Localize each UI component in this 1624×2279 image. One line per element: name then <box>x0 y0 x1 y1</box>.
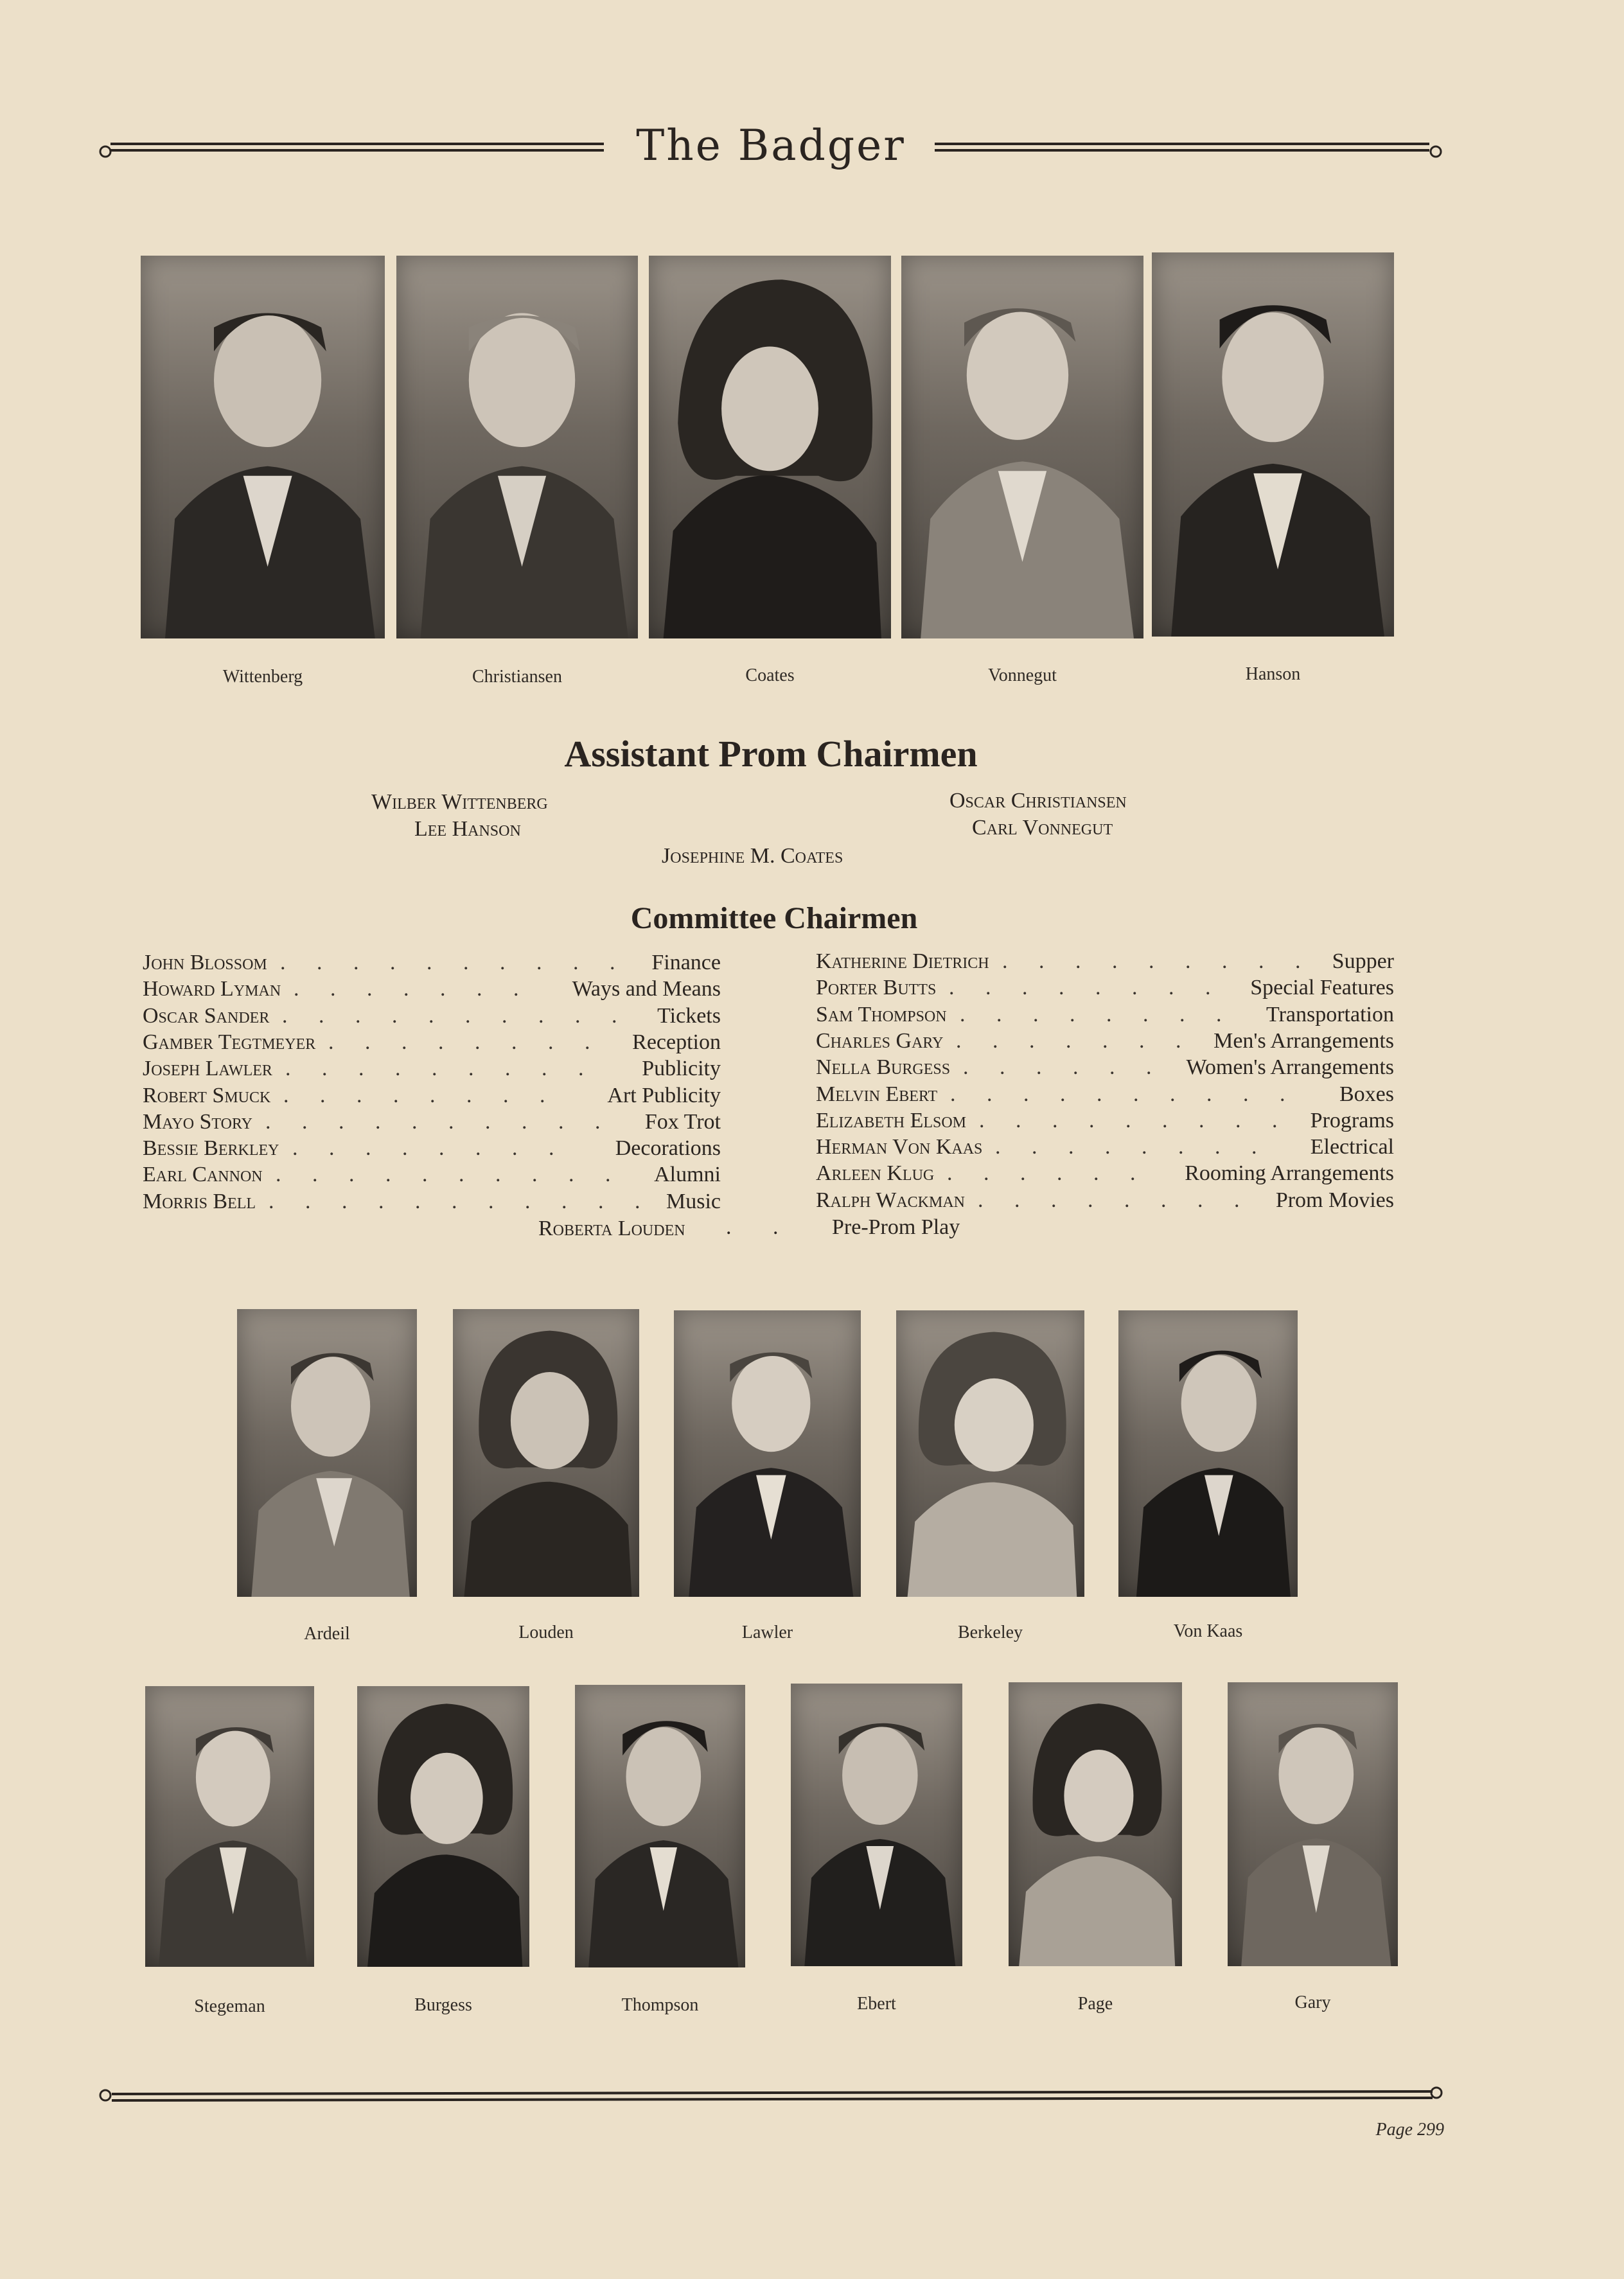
committee-role: Electrical <box>1310 1135 1394 1159</box>
portrait-photo <box>896 1310 1084 1597</box>
committee-role: Women's Arrangements <box>1186 1055 1394 1080</box>
portrait-photo <box>575 1685 745 1967</box>
committee-row <box>816 949 1394 976</box>
committee-role: Fox Trot <box>644 1109 721 1134</box>
committee-row <box>816 1188 1394 1215</box>
committee-row <box>143 1057 721 1084</box>
photo-caption: Berkeley <box>957 1623 1023 1642</box>
portrait-photo <box>1152 252 1394 637</box>
portrait-photo <box>237 1309 417 1597</box>
committee-role: Programs <box>1310 1108 1394 1132</box>
committee-name: Sam Thompson <box>816 1002 947 1026</box>
committee-role: Supper <box>1332 949 1394 973</box>
committee-name: Ralph Wackman <box>816 1188 966 1212</box>
committee-role: Alumni <box>654 1163 721 1187</box>
committee-dots: . . . . . . . <box>294 977 532 1001</box>
committee-dots: . . <box>726 1215 797 1239</box>
committee-row <box>143 1110 721 1137</box>
committee-name: Mayo Story <box>143 1109 253 1134</box>
portrait-photo <box>357 1686 529 1967</box>
assistant-name: Wilber Wittenberg <box>371 790 548 814</box>
committee-name: Herman Von Kaas <box>816 1135 983 1159</box>
committee-dots: . . . . . . . . <box>978 1188 1253 1212</box>
assistant-name: Carl Vonnegut <box>972 816 1113 840</box>
committee-role: Prom Movies <box>1275 1188 1394 1212</box>
photo-caption: Von Kaas <box>1173 1621 1243 1641</box>
committee-name: Morris Bell <box>143 1189 256 1213</box>
committee-name: Katherine Dietrich <box>816 949 989 973</box>
committee-name: Melvin Ebert <box>816 1082 938 1106</box>
page-header-title: The Badger <box>636 121 906 170</box>
committee-dots: . . . . . . . . <box>328 1030 603 1054</box>
committee-role: Tickets <box>657 1003 721 1028</box>
photo-caption: Stegeman <box>194 1996 265 2016</box>
committee-row <box>816 1135 1394 1162</box>
committee-row <box>816 1109 1394 1136</box>
committee-name: Earl Cannon <box>143 1163 263 1187</box>
footer-rule <box>96 2081 1445 2107</box>
committee-dots: . . . . . . . . . . <box>280 951 628 974</box>
committee-dots: . . . . . . . . . . <box>950 1082 1298 1106</box>
committee-row <box>143 951 721 978</box>
committee-role: Ways and Means <box>572 977 721 1001</box>
committee-role: Rooming Arrangements <box>1185 1161 1394 1186</box>
committee-row <box>143 1136 721 1163</box>
committee-row <box>816 1029 1394 1056</box>
committee-dots: . . . . . . . . . <box>979 1108 1291 1132</box>
photo-caption: Gary <box>1294 1993 1331 2012</box>
portrait-photo <box>396 256 638 638</box>
committee-dots: . . . . . . . . . . <box>265 1109 613 1134</box>
committee-dots: . . . . . . <box>947 1161 1149 1186</box>
section-heading-committee: Committee Chairmen <box>630 901 918 935</box>
photo-caption: Burgess <box>414 1995 472 2015</box>
committee-name: Gamber Tegtmeyer <box>143 1030 316 1054</box>
portrait-photo <box>901 256 1143 638</box>
portrait-photo <box>145 1686 314 1967</box>
committee-row <box>816 1055 1394 1082</box>
committee-row <box>143 1190 721 1217</box>
committee-role: Finance <box>651 951 721 974</box>
committee-dots: . . . . . . . . <box>283 1083 558 1107</box>
photo-caption: Page <box>1077 1994 1113 2014</box>
portrait-photo <box>141 256 385 638</box>
committee-row <box>816 1003 1394 1030</box>
committee-role: Art Publicity <box>607 1083 721 1107</box>
committee-row <box>143 1004 721 1031</box>
committee-role: Men's Arrangements <box>1214 1028 1394 1053</box>
committee-name: Joseph Lawler <box>143 1057 272 1081</box>
committee-name: Arleen Klug <box>816 1161 935 1186</box>
committee-dots: . . . . . . . . . . . <box>269 1189 653 1213</box>
committee-row <box>816 1082 1394 1109</box>
committee-name: Howard Lyman <box>143 977 281 1001</box>
assistant-name: Josephine M. Coates <box>662 844 843 868</box>
photo-caption: Wittenberg <box>222 667 303 687</box>
committee-row <box>143 977 721 1004</box>
portrait-photo <box>674 1310 861 1597</box>
committee-name: Elizabeth Elsom <box>816 1108 967 1132</box>
committee-role: Transportation <box>1266 1002 1394 1026</box>
header-rule-right <box>935 136 1449 162</box>
committee-name: Robert Smuck <box>143 1083 271 1107</box>
committee-dots: . . . . . . . <box>956 1028 1194 1053</box>
committee-dots: . . . . . . . . <box>960 1002 1235 1026</box>
photo-caption: Ebert <box>857 1994 896 2014</box>
committee-role: Decorations <box>615 1136 721 1161</box>
committee-dots: . . . . . . . . . . <box>276 1163 624 1187</box>
committee-name: Charles Gary <box>816 1028 944 1053</box>
photo-caption: Christiansen <box>472 667 562 687</box>
committee-dots: . . . . . . . . . <box>285 1057 597 1081</box>
committee-row <box>143 1030 721 1057</box>
assistant-name: Oscar Christiansen <box>949 789 1127 813</box>
committee-dots: . . . . . . . . <box>949 976 1224 1000</box>
photo-caption: Vonnegut <box>988 665 1057 685</box>
photo-caption: Thompson <box>621 1995 699 2015</box>
committee-name: Porter Butts <box>816 976 937 1000</box>
portrait-photo <box>453 1309 639 1597</box>
portrait-photo <box>649 256 891 638</box>
committee-role: Reception <box>632 1030 721 1054</box>
committee-role: Music <box>666 1189 721 1213</box>
committee-row <box>816 976 1394 1003</box>
portrait-photo <box>1009 1682 1182 1966</box>
photo-caption: Lawler <box>741 1623 793 1642</box>
photo-caption: Louden <box>518 1623 574 1642</box>
committee-row <box>816 1161 1394 1188</box>
committee-name: Nella Burgess <box>816 1055 951 1080</box>
committee-role: Publicity <box>642 1057 721 1081</box>
committee-name: John Blossom <box>143 951 267 974</box>
committee-role: Special Features <box>1250 976 1394 1000</box>
committee-name: Bessie Berkley <box>143 1136 279 1161</box>
photo-caption: Coates <box>745 665 795 685</box>
committee-name: Oscar Sander <box>143 1003 270 1028</box>
photo-caption: Ardeil <box>304 1624 350 1644</box>
committee-name: Roberta Louden <box>538 1217 685 1240</box>
committee-role: Pre-Prom Play <box>832 1215 960 1239</box>
section-heading-assistant: Assistant Prom Chairmen <box>564 733 978 775</box>
portrait-photo <box>1118 1310 1298 1597</box>
page-number: Page 299 <box>1375 2120 1444 2140</box>
photo-caption: Hanson <box>1245 664 1301 684</box>
committee-row <box>143 1163 721 1190</box>
portrait-photo <box>791 1684 962 1966</box>
committee-dots: . . . . . . <box>963 1055 1165 1080</box>
committee-row <box>143 1084 721 1111</box>
committee-dots: . . . . . . . . . <box>1002 949 1314 973</box>
portrait-photo <box>1228 1682 1398 1966</box>
committee-dots: . . . . . . . . . . <box>282 1003 630 1028</box>
committee-dots: . . . . . . . . <box>292 1136 567 1161</box>
committee-dots: . . . . . . . . <box>995 1135 1270 1159</box>
assistant-name: Lee Hanson <box>414 817 521 841</box>
committee-role: Boxes <box>1339 1082 1394 1106</box>
